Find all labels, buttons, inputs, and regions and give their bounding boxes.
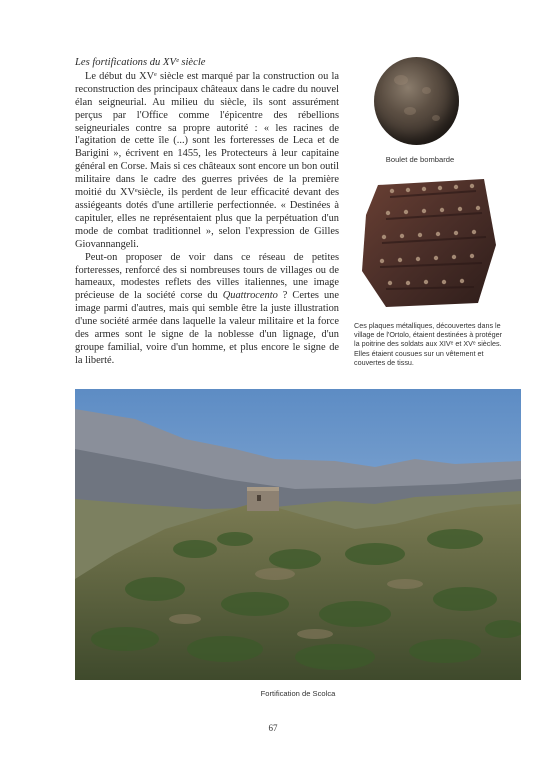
paragraph-1: Le début du XVᵉ siècle est marqué par la construction ou la reconstruction des principaux châteaux dans le cadre du nouvel élan seigneurial. Au milieu du siècle, ils sont assurément perçus par l'Office comme l'épicentre des rébellions seigneuriales contre sa propre autorité : « les racines de l'agitation de cette île (...) sont les forteresses de Leca et de Barigini », écrivent en 1455, les Protecteurs à leur capitaine général en Corse. Mais si ces châteaux sont encore un bon outil militaire dans le cadre des guerres privées de la première moitié du XVᵉsiècle, ils perdent de leur efficacité devant des assiégeants dotés d'une artillerie perfectionnée. « Destinées à capituler, elles ne représentaient plus que la perpétuation d'un mode de combat traditionnel », selon l'expression de Gilles Giovannangeli. bbox=[75, 70, 339, 250]
paragraph-2-start: Peut-on proposer de voir dans ce réseau de petites forteresses, renforcé des si nombreuses tours de villages ou de hameaux, modestes reflets des villes italiennes, une image précieuse de la société corse du bbox=[75, 251, 339, 302]
quattrocento-term: Quattrocento bbox=[222, 290, 278, 302]
paragraph-2-end: ? Certes une image parmi d'autres, mais qui semble être la juste illustration d'une société armée dans laquelle la valeur militaire et la force des armes sont le signe de la noblesse d'un lignage, d'un groupe familial, voire d'un homme, et plus encore le signe de la liberté. bbox=[75, 290, 339, 366]
paragraph-2 bbox=[75, 252, 339, 368]
armor-caption: Ces plaques métalliques, découvertes dans le village de l'Ortolo, étaient destinées à protéger la poitrine des soldats aux XIVᵉ et XVᵉ siècles. Elles étaient cousues sur un vêtement et couvertes de tissu. bbox=[354, 321, 503, 367]
page-number: 67 bbox=[268, 723, 278, 733]
armor-plates-image bbox=[356, 175, 498, 310]
cannonball-caption: Boulet de bombarde bbox=[385, 155, 455, 164]
main-text-column bbox=[75, 57, 339, 368]
cannonball-image bbox=[374, 57, 459, 145]
scolca-fortification-photo bbox=[75, 389, 521, 680]
photo-caption: Fortification de Scolca bbox=[260, 689, 336, 698]
section-heading: Les fortifications du XVᵉ siècle bbox=[75, 57, 206, 68]
